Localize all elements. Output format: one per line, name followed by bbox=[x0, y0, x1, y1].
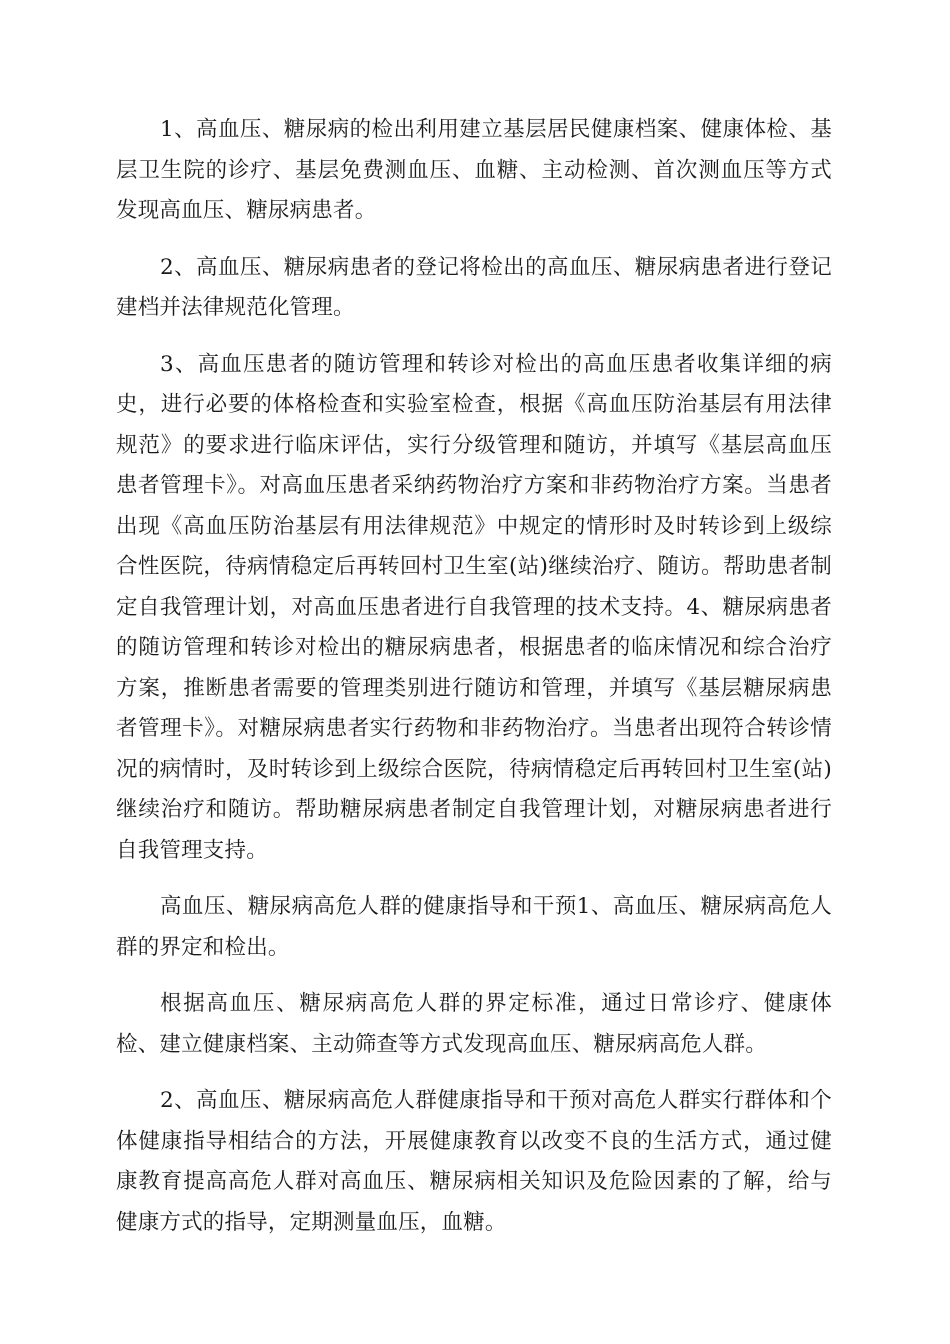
paragraph-detection: 1、高血压、糖尿病的检出利用建立基层居民健康档案、健康体检、基层卫生院的诊疗、基层免费测血压、血糖、主动检测、首次测血压等方式发现高血压、糖尿病患者。 bbox=[116, 117, 832, 223]
paragraph-high-risk-heading: 高血压、糖尿病高危人群的健康指导和干预1、高血压、糖尿病高危人群的界定和检出。 bbox=[116, 894, 832, 960]
paragraph-high-risk-intervention: 2、高血压、糖尿病高危人群健康指导和干预对高危人群实行群体和个体健康指导相结合的方法，开展健康教育以改变不良的生活方式，通过健康教育提高高危人群对高血压、糖尿病相关知识及危险因素的了解，给与健康方式的指导，定期测量血压，血糖。 bbox=[116, 1088, 832, 1235]
document-body bbox=[116, 110, 832, 1259]
paragraph-high-risk-criteria: 根据高血压、糖尿病高危人群的界定标准，通过日常诊疗、健康体检、建立健康档案、主动筛查等方式发现高血压、糖尿病高危人群。 bbox=[116, 991, 832, 1057]
paragraph-registration: 2、高血压、糖尿病患者的登记将检出的高血压、糖尿病患者进行登记建档并法律规范化管理。 bbox=[116, 254, 832, 320]
paragraph-followup-management: 3、高血压患者的随访管理和转诊对检出的高血压患者收集详细的病史，进行必要的体格检查和实验室检查，根据《高血压防治基层有用法律规范》的要求进行临床评估，实行分级管理和随访，并填写《基层高血压患者管理卡》。对高血压患者采纳药物治疗方案和非药物治疗方案。当患者出现《高血压防治基层有用法律规范》中规定的情形时及时转诊到上级综合性医院，待病情稳定后再转回村卫生室(站)继续治疗、随访。帮助患者制定自我管理计划，对高血压患者进行自我管理的技术支持。4、糖尿病患者的随访管理和转诊对检出的糖尿病患者，根据患者的临床情况和综合治疗方案，推断患者需要的管理类别进行随访和管理，并填写《基层糖尿病患者管理卡》。对糖尿病患者实行药物和非药物治疗。当患者出现符合转诊情况的病情时，及时转诊到上级综合医院，待病情稳定后再转回村卫生室(站)继续治疗和随访。帮助糖尿病患者制定自我管理计划，对糖尿病患者进行自我管理支持。 bbox=[116, 351, 832, 863]
